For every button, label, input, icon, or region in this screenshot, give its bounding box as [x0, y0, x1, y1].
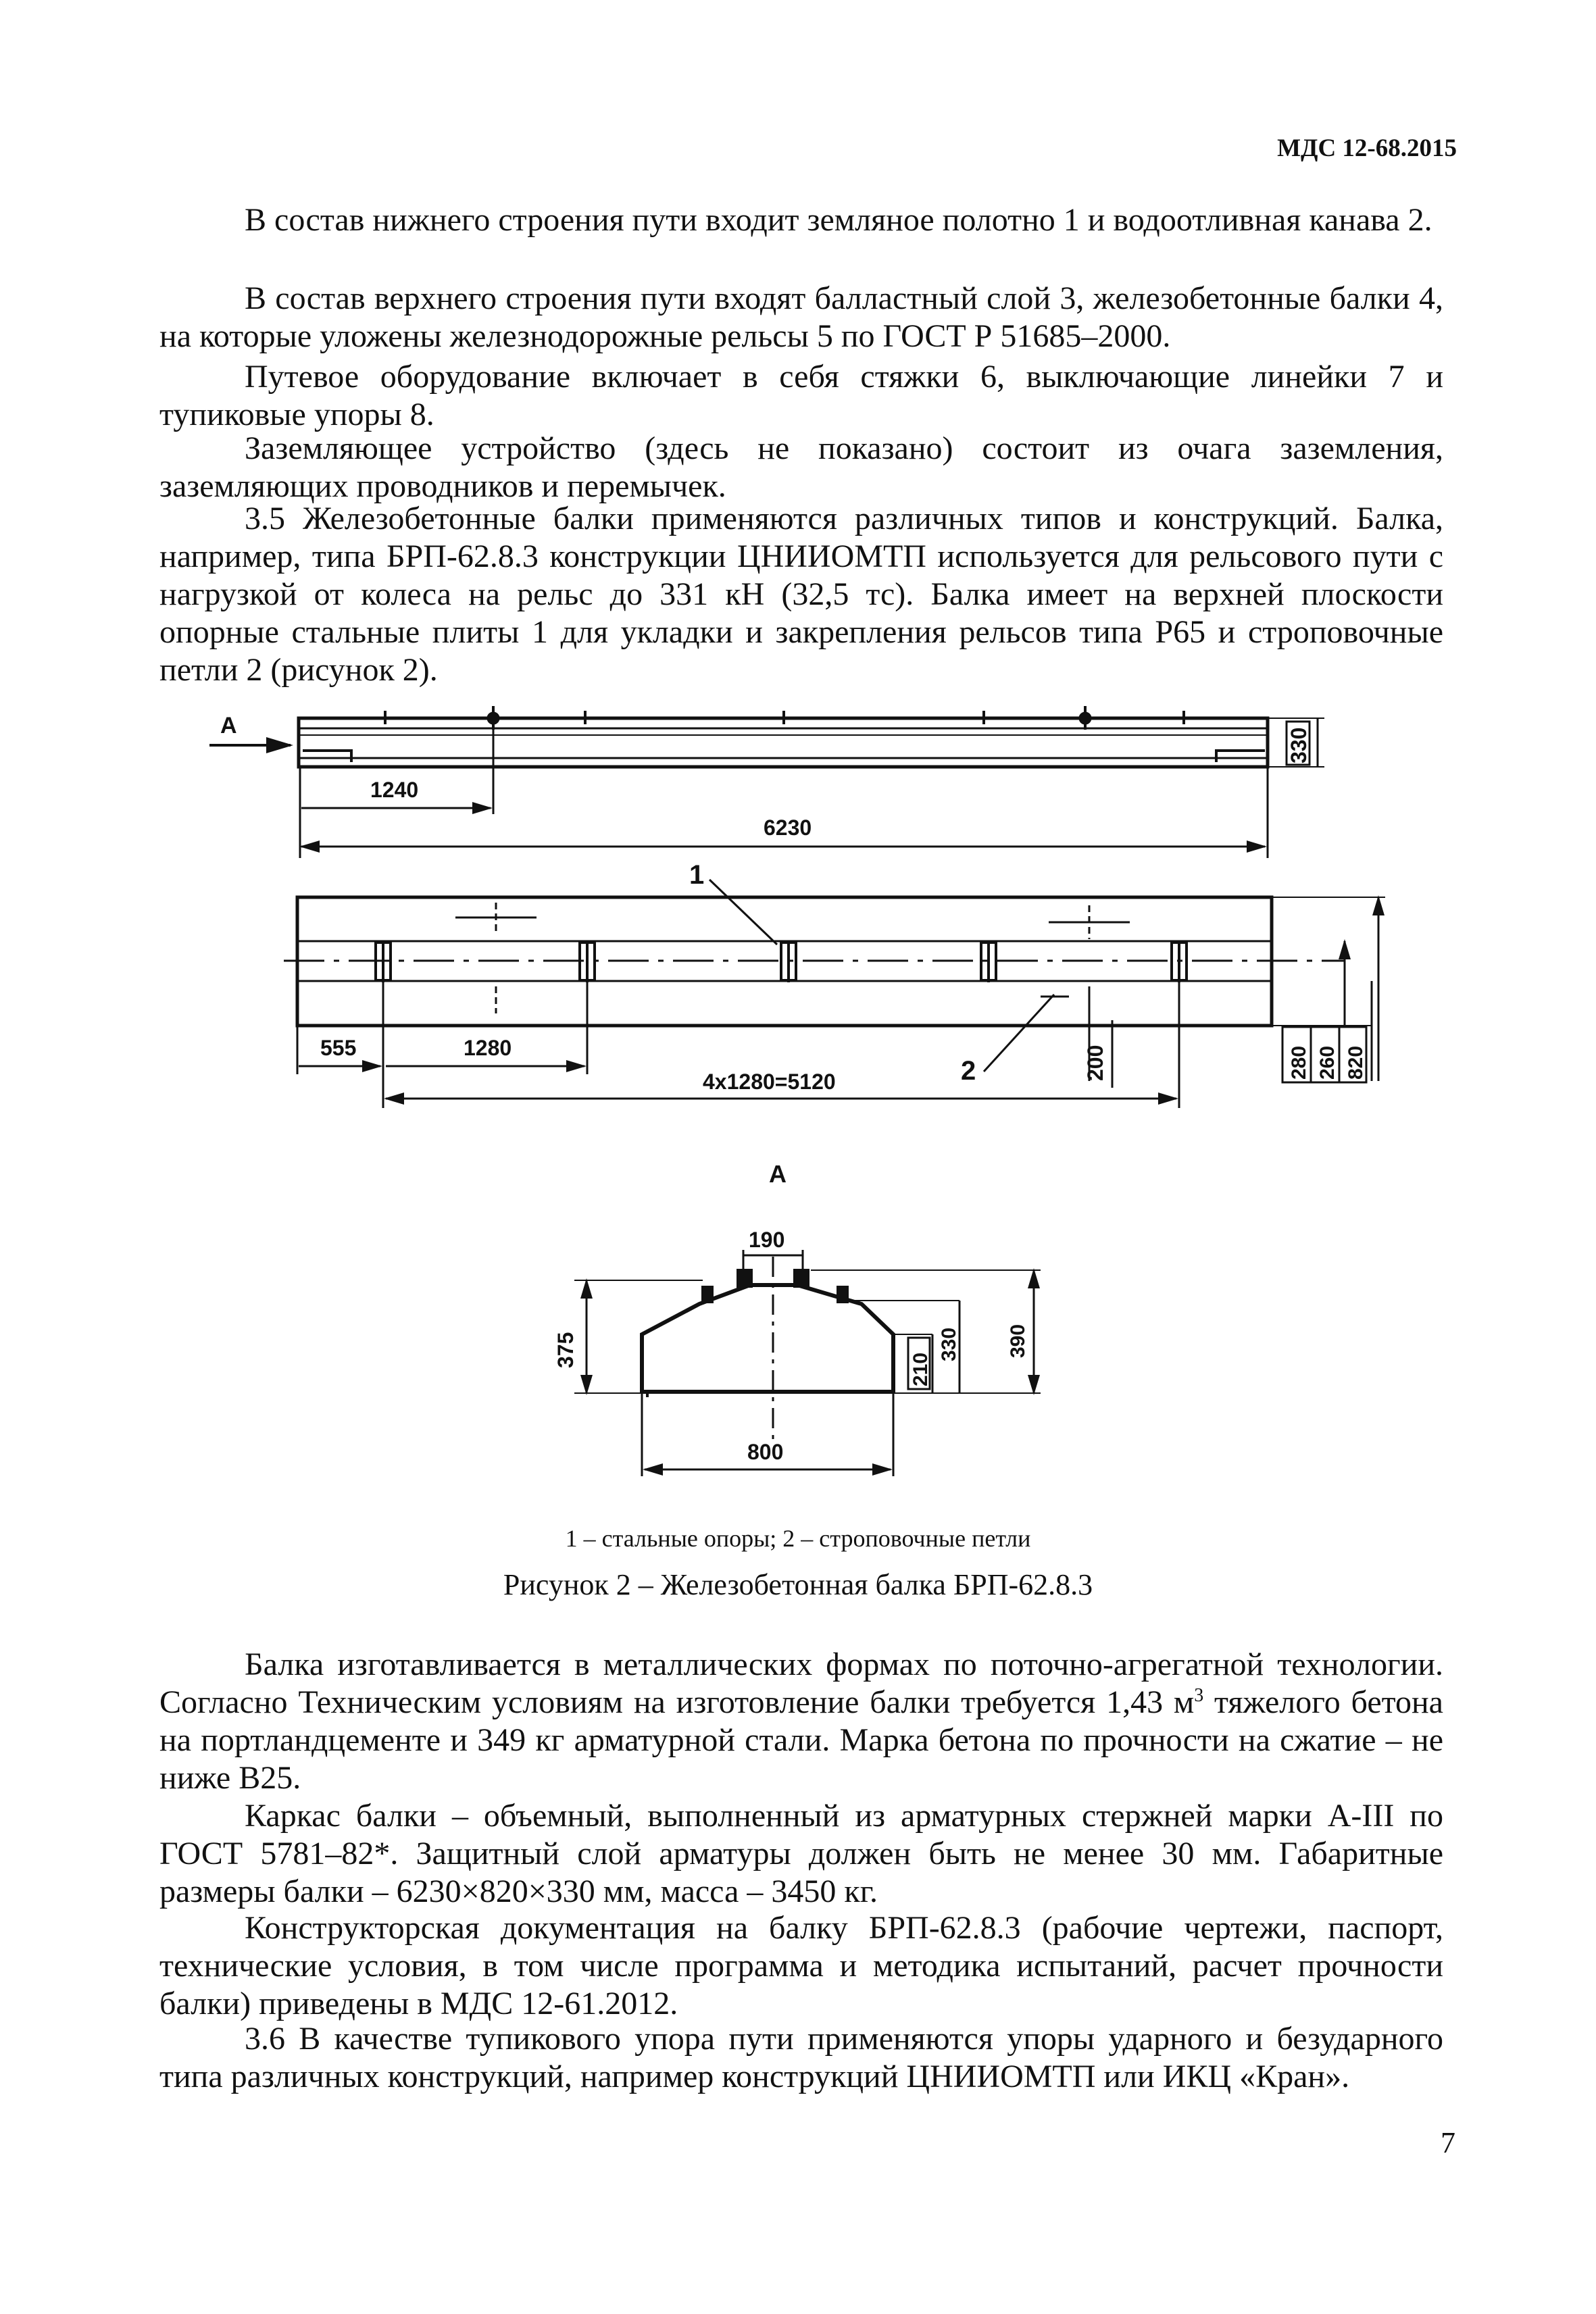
- dim-sec-210: 210: [909, 1352, 932, 1386]
- dim-sec-330: 330: [938, 1327, 960, 1361]
- view-marker: А: [220, 713, 237, 738]
- paragraph: Каркас балки – объемный, выполненный из арматурных стержней марки А-III по ГОСТ 5781–82*. Защитный слой арматуры должен быть не менее 30 мм. Габаритные размеры балки – 6230×820×330 мм, масса – 3450 кг.: [159, 1798, 1443, 1909]
- dim-plan-820: 820: [1345, 1045, 1367, 1080]
- page-number: 7: [1441, 2126, 1455, 2159]
- figure-caption: Рисунок 2 – Железобетонная балка БРП-62.8.3: [503, 1568, 1093, 1601]
- dim-side-height: 330: [1287, 727, 1311, 763]
- paragraph-text: Балка изготавливается в металлических формах по поточно-агрегатной технологии. Согласно Техническим условиям на изготовление балки требуется 1,43 м: [159, 1646, 1443, 1720]
- paragraph: [159, 1646, 1443, 1797]
- paragraph: 3.6 В качестве тупикового упора пути применяются упоры ударного и безударного типа различных конструкций, например конструкций ЦНИИОМТП или ИКЦ «Кран».: [159, 2021, 1443, 2094]
- paragraph: Заземляющее устройство (здесь не показано) состоит из очага заземления, заземляющих проводников и перемычек.: [159, 430, 1443, 504]
- dim-side-offset: 1240: [370, 778, 419, 802]
- paragraph-text: тяжелого бетона на портландцементе и 349 кг арматурной стали. Марка бетона по прочности на сжатие – не ниже В25.: [159, 1684, 1443, 1796]
- plan-view: [284, 860, 1385, 1108]
- paragraph: Путевое оборудование включает в себя стяжки 6, выключающие линейки 7 и тупиковые упоры 8.: [159, 359, 1443, 432]
- dim-sec-top: 190: [749, 1228, 785, 1252]
- dim-plan-step: 1280: [464, 1036, 512, 1060]
- dim-plan-edge: 555: [320, 1036, 357, 1060]
- side-view: [209, 706, 1324, 858]
- dim-sec-bottom: 800: [747, 1440, 784, 1464]
- dim-sec-left: 375: [553, 1332, 578, 1368]
- dim-side-length: 6230: [764, 815, 812, 840]
- label-item-2: 2: [961, 1056, 976, 1086]
- loop-crosses: [455, 903, 1130, 1081]
- dim-plan-260: 260: [1316, 1045, 1339, 1080]
- label-item-1: 1: [689, 860, 705, 890]
- superscript: 3: [1194, 1685, 1204, 1706]
- dim-plan-total: 4x1280=5120: [703, 1070, 836, 1094]
- paragraph: Конструкторская документация на балку БРП-62.8.3 (рабочие чертежи, паспорт, технические условия, в том числе программа и методика испытаний, расчет прочности балки) приведены в МДС 12-61.2012.: [159, 1910, 1443, 2021]
- figure-legend: 1 – стальные опоры; 2 – строповочные петли: [565, 1525, 1031, 1552]
- page-header: МДС 12-68.2015: [1277, 134, 1457, 162]
- paragraph: В состав нижнего строения пути входит земляное полотно 1 и водоотливная канава 2.: [245, 202, 1432, 238]
- paragraph: 3.5 Железобетонные балки применяются различных типов и конструкций. Балка, например, типа БРП-62.8.3 конструкции ЦНИИОМТП используется для рельсового пути с нагрузкой от колеса на рельс до 331 кН (32,5 тс). Балка имеет на верхней плоскости опорные стальные плиты 1 для укладки и закрепления рельсов типа Р65 и строповочные петли 2 (рисунок 2).: [159, 501, 1443, 688]
- section-title: А: [769, 1160, 787, 1188]
- dim-sec-390: 390: [1007, 1324, 1029, 1358]
- section-a: [553, 1160, 1041, 1476]
- paragraph: В состав верхнего строения пути входят балластный слой 3, железобетонные балки 4, на которые уложены железнодорожные рельсы 5 по ГОСТ Р 51685–2000.: [159, 280, 1443, 354]
- dim-plan-280: 280: [1288, 1045, 1310, 1080]
- dim-plan-200: 200: [1083, 1045, 1107, 1081]
